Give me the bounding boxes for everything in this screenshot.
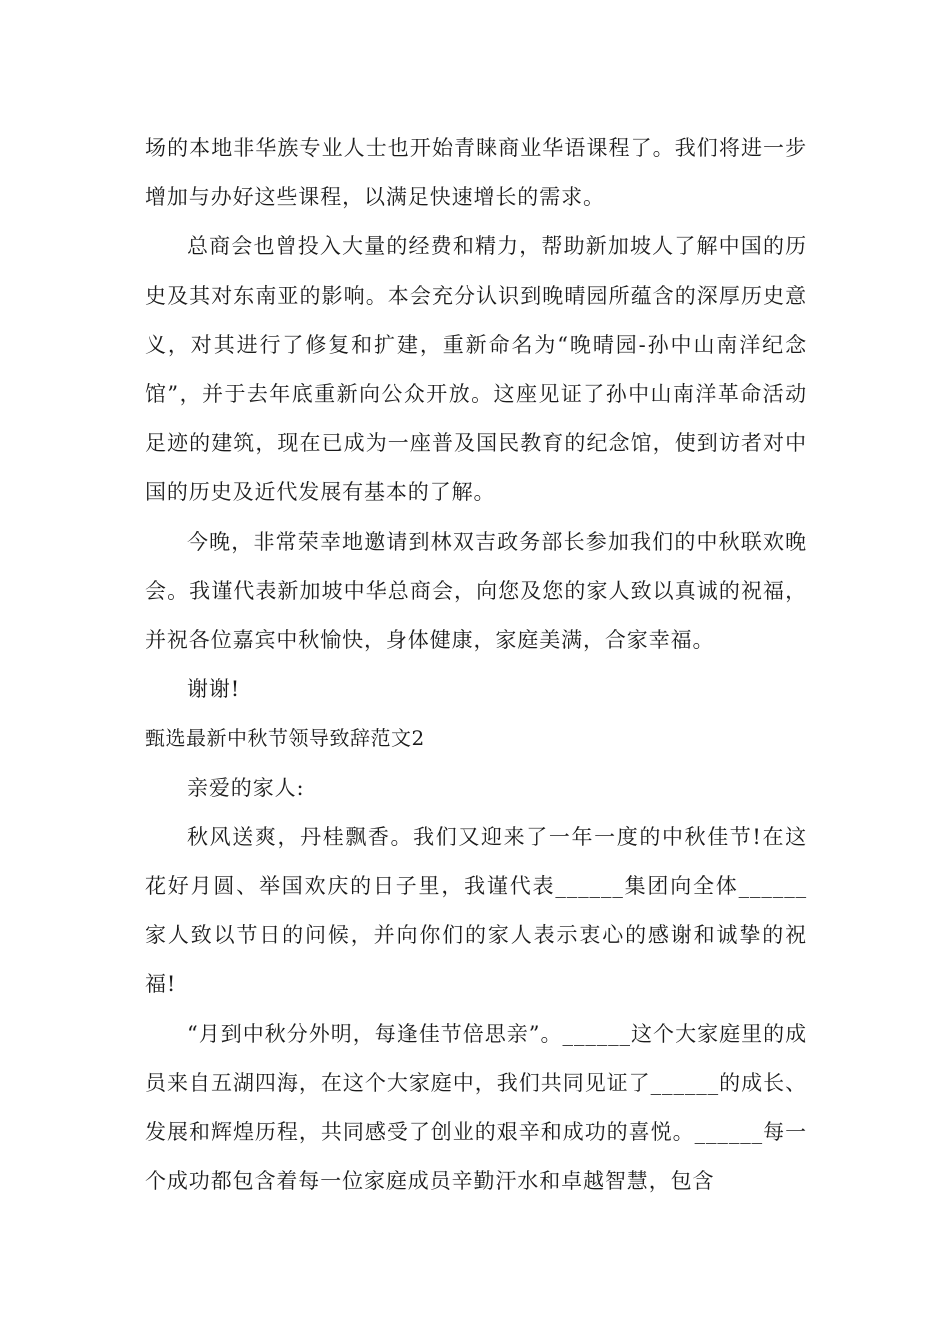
- paragraph-thanks: 谢谢!: [187, 677, 241, 702]
- document-body: [145, 124, 807, 1206]
- paragraph-festival: 秋风送爽，丹桂飘香。我们又迎来了一年一度的中秋佳节!在这花好月圆、举国欢庆的日子里，我谨代表______集团向全体______家人致以节日的问候，并向你们的家人表示衷心的感谢和诚挚的祝福!: [145, 824, 807, 997]
- section-heading: 甄选最新中秋节领导致辞范文2: [145, 726, 425, 751]
- paragraph-family: “月到中秋分外明，每逢佳节倍思亲”。______这个大家庭里的成员来自五湖四海，在这个大家庭中，我们共同见证了______的成长、发展和辉煌历程，共同感受了创业的艰辛和成功的喜悦。______每一个成功都包含着每一位家庭成员辛勤汗水和卓越智慧，包含: [145, 1021, 807, 1194]
- paragraph-history: 总商会也曾投入大量的经费和精力，帮助新加坡人了解中国的历史及其对东南亚的影响。本会充分认识到晚晴园所蕴含的深厚历史意义，对其进行了修复和扩建，重新命名为“晚晴园-孙中山南洋纪念馆”，并于去年底重新向公众开放。这座见证了孙中山南洋革命活动足迹的建筑，现在已成为一座普及国民教育的纪念馆，使到访者对中国的历史及近代发展有基本的了解。: [145, 234, 807, 505]
- salutation: 亲爱的家人:: [187, 775, 305, 800]
- paragraph-continuation: 场的本地非华族专业人士也开始青睐商业华语课程了。我们将进一步增加与办好这些课程，以满足快速增长的需求。: [145, 136, 807, 210]
- paragraph-greeting-tonight: 今晚，非常荣幸地邀请到林双吉政务部长参加我们的中秋联欢晚会。我谨代表新加坡中华总商会，向您及您的家人致以真诚的祝福，并祝各位嘉宾中秋愉快，身体健康，家庭美满，合家幸福。: [145, 529, 807, 653]
